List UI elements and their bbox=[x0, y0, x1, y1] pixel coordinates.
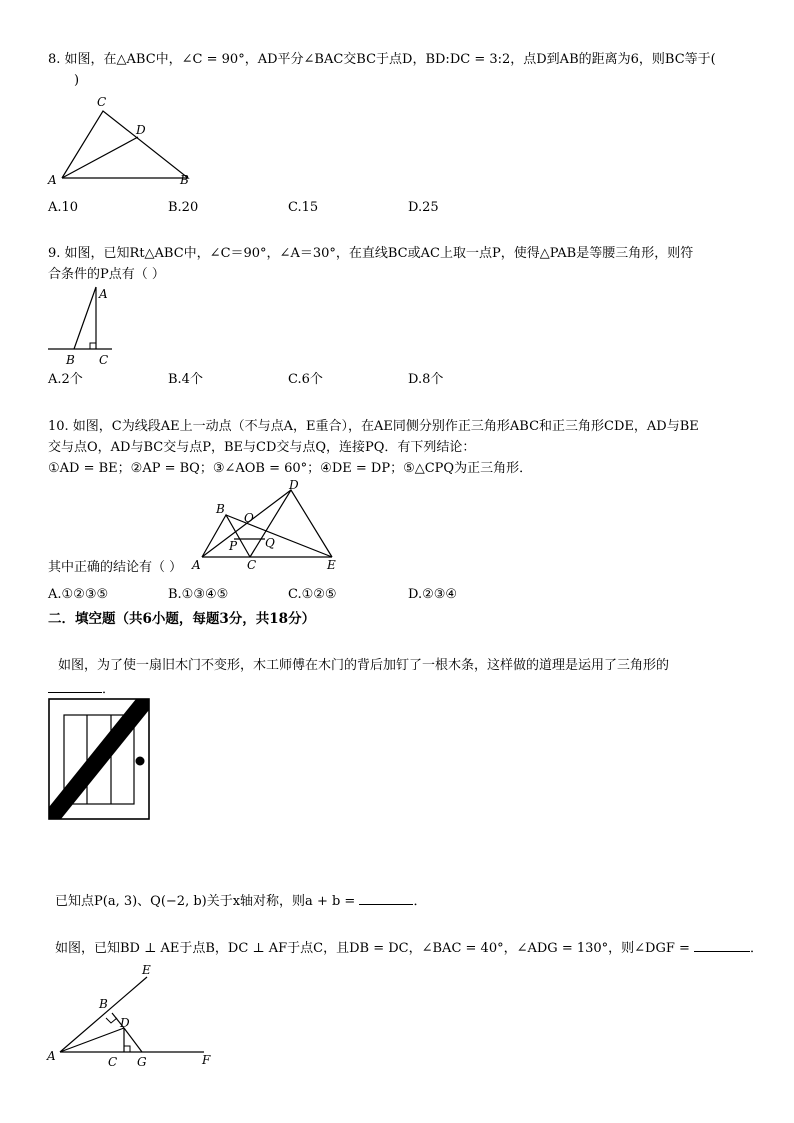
q9-option-c: C.6个 bbox=[288, 372, 323, 387]
fill3-label-b: B bbox=[99, 997, 108, 1011]
fill2-answer-blank[interactable] bbox=[359, 890, 413, 905]
q8-option-c: C.15 bbox=[288, 200, 319, 215]
q8-label-c: C bbox=[97, 95, 107, 109]
fill3-label-e: E bbox=[142, 963, 151, 977]
q10-label-a: A bbox=[192, 558, 201, 572]
q8-option-d: D.25 bbox=[408, 200, 439, 215]
fill3-label-d: D bbox=[120, 1016, 130, 1030]
fill1-door-figure bbox=[48, 698, 150, 820]
q8-option-b: B.20 bbox=[168, 200, 199, 215]
fill2-line bbox=[55, 890, 426, 911]
q8-text-line2: ) bbox=[74, 73, 80, 88]
q9-text-line2: 合条件的P点有（ ） bbox=[48, 267, 165, 282]
fill3-answer-blank[interactable] bbox=[694, 937, 750, 952]
q10-prompt: 其中正确的结论有（ ） bbox=[48, 560, 183, 575]
fill3-text: 如图，已知BD ⊥ AE于点B，DC ⊥ AF于点C，且DB = DC，∠BAC = 40°，∠ADG = 130°，则∠DGF = bbox=[55, 941, 695, 956]
q9-label-c: C bbox=[99, 353, 109, 367]
q10-text-line3: ①AD = BE；②AP = BQ；③∠AOB = 60°；④DE = DP；⑤△CPQ为正三角形． bbox=[48, 461, 533, 476]
q9-label-a: A bbox=[99, 287, 108, 301]
q8-option-a: A.10 bbox=[48, 200, 79, 215]
q9-option-d: D.8个 bbox=[408, 372, 444, 387]
q10-label-e: E bbox=[327, 558, 336, 572]
q10-option-c: C.①②⑤ bbox=[288, 587, 337, 602]
q10-label-o: O bbox=[244, 511, 254, 525]
q10-option-a: A.①②③⑤ bbox=[48, 587, 109, 602]
fill3-angle-figure bbox=[44, 960, 224, 1072]
fill3-label-f: F bbox=[202, 1053, 211, 1067]
q10-text-line2: 交与点O，AD与BC交与点P，BE与CD交与点Q，连接PQ．有下列结论： bbox=[48, 440, 476, 455]
fill3-label-c: C bbox=[108, 1055, 118, 1069]
q9-option-b: B.4个 bbox=[168, 372, 203, 387]
fill3-label-g: G bbox=[137, 1055, 147, 1069]
fill1-answer-blank[interactable] bbox=[48, 678, 102, 693]
q10-label-d: D bbox=[289, 478, 299, 492]
q10-label-p: P bbox=[229, 539, 238, 553]
fill3-label-a: A bbox=[47, 1049, 56, 1063]
q9-text-line1: 9. 如图，已知Rt△ABC中，∠C＝90°，∠A＝30°，在直线BC或AC上取一点P，使得△PAB是等腰三角形，则符 bbox=[48, 246, 694, 261]
fill3-end-mark: ． bbox=[750, 941, 764, 956]
q10-option-d: D.②③④ bbox=[408, 587, 458, 602]
q8-label-a: A bbox=[48, 173, 57, 187]
q8-label-b: B bbox=[180, 173, 189, 187]
q8-triangle-figure bbox=[40, 92, 200, 192]
section-2-heading: 二．填空题（共6小题，每题3分，共18分） bbox=[48, 611, 316, 627]
q10-label-b: B bbox=[216, 502, 225, 516]
fill1-end-mark: ． bbox=[102, 682, 116, 697]
fill2-end-mark: ． bbox=[413, 894, 427, 909]
q10-label-q: Q bbox=[265, 536, 275, 550]
q9-option-a: A.2个 bbox=[48, 372, 83, 387]
q10-option-b: B.①③④⑤ bbox=[168, 587, 229, 602]
q9-label-b: B bbox=[66, 353, 75, 367]
q8-text-line1: 8. 如图，在△ABC中，∠C = 90°，AD平分∠BAC交BC于点D，BD:DC = 3:2，点D到AB的距离为6，则BC等于( bbox=[48, 52, 716, 67]
fill1-answer-line bbox=[48, 678, 115, 699]
q10-equilateral-triangles-figure bbox=[186, 480, 352, 572]
q10-label-c: C bbox=[247, 558, 257, 572]
fill1-text: 如图，为了使一扇旧木门不变形，木工师傅在木门的背后加钉了一根木条，这样做的道理是运用了三角形的 bbox=[58, 658, 670, 673]
q10-text-line1: 10. 如图，C为线段AE上一动点（不与点A，E重合），在AE同侧分别作正三角形ABC和正三角形CDE，AD与BE bbox=[48, 419, 699, 434]
q9-right-triangle-figure bbox=[44, 283, 124, 371]
fill3-line bbox=[55, 937, 763, 958]
q8-label-d: D bbox=[136, 123, 146, 137]
fill2-text: 已知点P(a, 3)、Q(−2, b)关于x轴对称，则a + b = bbox=[55, 894, 360, 909]
